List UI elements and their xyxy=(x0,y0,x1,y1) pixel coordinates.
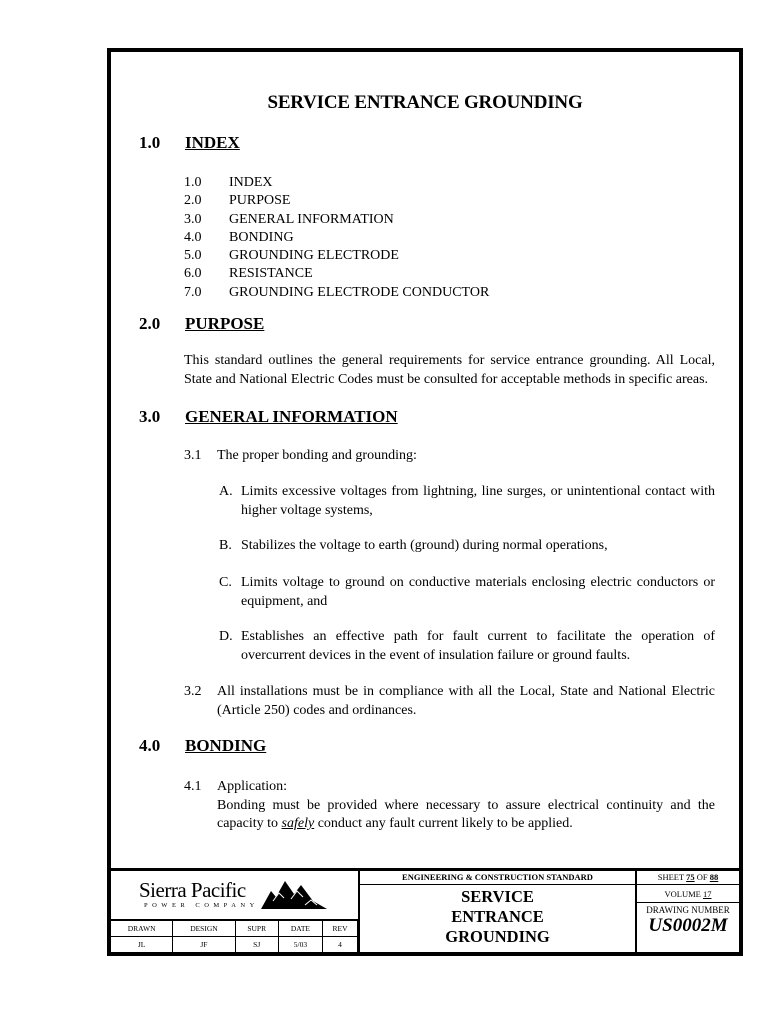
subsection-3-1 xyxy=(184,447,715,466)
volume-label: VOLUME xyxy=(664,889,701,899)
table-header: REV xyxy=(322,921,357,937)
company-logo xyxy=(111,871,358,919)
volume-number: 17 xyxy=(702,889,712,899)
text-part: Bonding must be provided where necessary to assure electrical continuity and the capacity to xyxy=(217,797,715,831)
index-number: 4.0 xyxy=(184,229,202,245)
of-label: OF xyxy=(696,872,708,882)
list-item xyxy=(219,574,715,611)
list-item xyxy=(219,537,715,556)
index-item xyxy=(184,174,489,192)
index-label: PURPOSE xyxy=(229,193,291,209)
index-item xyxy=(184,192,489,210)
standard-name xyxy=(360,885,635,947)
table-cell: SJ xyxy=(235,937,278,952)
standard-name-line: ENTRANCE xyxy=(451,907,544,926)
standard-name-line: GROUNDING xyxy=(445,927,550,946)
sheet-number: 75 xyxy=(686,872,695,882)
item-label: B. xyxy=(219,538,232,553)
section-heading-bonding xyxy=(139,736,266,756)
section-number: 3.0 xyxy=(139,407,161,426)
purpose-paragraph: This standard outlines the general requirements for service entrance grounding. All Local, State and National Electric Codes must be consulted for acceptable methods in specific areas. xyxy=(184,353,715,387)
logo-subtitle: POWER COMPANY xyxy=(144,902,259,909)
subsection-text: All installations must be in compliance with all the Local, State and National Electric (Article 250) codes and ordinances. xyxy=(217,684,715,718)
section-number: 2.0 xyxy=(139,314,161,333)
index-label: GENERAL INFORMATION xyxy=(229,211,394,227)
standard-name-block xyxy=(358,871,637,952)
table-cell: JF xyxy=(173,937,235,952)
table-header: DRAWN xyxy=(111,921,173,937)
section-heading-purpose xyxy=(139,314,264,334)
index-number: 7.0 xyxy=(184,284,202,300)
table-cell: 5/03 xyxy=(278,937,322,952)
index-number: 6.0 xyxy=(184,266,202,282)
index-label: BONDING xyxy=(229,229,294,245)
subsection-number: 4.1 xyxy=(184,779,202,794)
list-item xyxy=(219,483,715,520)
subsection-3-2 xyxy=(184,683,715,720)
item-text: Limits excessive voltages from lightning, line surges, or unintentional contact with higher voltage systems, xyxy=(241,484,715,518)
subsection-number: 3.2 xyxy=(184,684,202,699)
table-header: DATE xyxy=(278,921,322,937)
subsection-number: 3.1 xyxy=(184,448,202,463)
drawing-number: US0002M xyxy=(648,915,728,936)
item-text: Limits voltage to ground on conductive materials enclosing electric conductors or equipment, and xyxy=(241,575,715,609)
index-item xyxy=(184,265,489,283)
table-header: SUPR xyxy=(235,921,278,937)
table-cell: 4 xyxy=(322,937,357,952)
section-name: GENERAL INFORMATION xyxy=(185,407,398,426)
sheet-total: 88 xyxy=(709,872,719,882)
section-name: PURPOSE xyxy=(185,314,265,333)
text-part: conduct any fault current likely to be applied. xyxy=(314,816,573,831)
document-title: SERVICE ENTRANCE GROUNDING xyxy=(267,92,583,113)
index-item xyxy=(184,247,489,265)
subsection-text: The proper bonding and grounding: xyxy=(217,448,417,463)
index-number: 3.0 xyxy=(184,211,202,227)
sheet-info-block xyxy=(637,871,739,952)
signoff-table xyxy=(111,919,358,952)
logo-name: Sierra Pacific xyxy=(139,878,246,902)
sheet-info xyxy=(637,871,739,885)
document-body xyxy=(111,52,739,868)
drawing-frame xyxy=(107,48,743,956)
mountain-logo-icon xyxy=(261,879,327,911)
standard-name-line: SERVICE xyxy=(461,887,534,906)
section-number: 1.0 xyxy=(139,133,161,152)
section-name: INDEX xyxy=(185,133,240,152)
item-text: Establishes an effective path for fault current to facilitate the operation of overcurrent devices in the event of insulation failure or ground faults. xyxy=(241,629,715,663)
index-number: 2.0 xyxy=(184,193,202,209)
title-block xyxy=(111,868,739,952)
index-number: 5.0 xyxy=(184,248,202,264)
section-number: 4.0 xyxy=(139,736,161,755)
index-item xyxy=(184,229,489,247)
section-heading-general-information xyxy=(139,407,398,427)
section-name: BONDING xyxy=(185,736,267,755)
drawing-number-label: DRAWING NUMBER xyxy=(646,905,730,915)
subsection-4-1 xyxy=(184,778,715,834)
section-heading-index xyxy=(139,133,240,153)
volume-info xyxy=(637,885,739,903)
sheet-label: SHEET xyxy=(657,872,685,882)
index-list xyxy=(184,174,489,302)
index-item xyxy=(184,284,489,302)
index-label: RESISTANCE xyxy=(229,266,313,282)
item-label: C. xyxy=(219,575,232,590)
list-item xyxy=(219,628,715,665)
index-number: 1.0 xyxy=(184,175,202,190)
subsection-text xyxy=(217,797,715,834)
emphasized-word: safely xyxy=(281,816,315,831)
index-label: GROUNDING ELECTRODE CONDUCTOR xyxy=(229,284,490,300)
index-label: INDEX xyxy=(229,175,273,190)
subsection-heading: Application: xyxy=(217,779,287,794)
standard-label: ENGINEERING & CONSTRUCTION STANDARD xyxy=(360,871,635,885)
table-header: DESIGN xyxy=(173,921,235,937)
item-label: A. xyxy=(219,484,233,499)
index-item xyxy=(184,211,489,229)
item-label: D. xyxy=(219,629,233,644)
item-text: Stabilizes the voltage to earth (ground) during normal operations, xyxy=(241,538,608,553)
table-cell: JL xyxy=(111,937,173,952)
index-label: GROUNDING ELECTRODE xyxy=(229,248,399,264)
